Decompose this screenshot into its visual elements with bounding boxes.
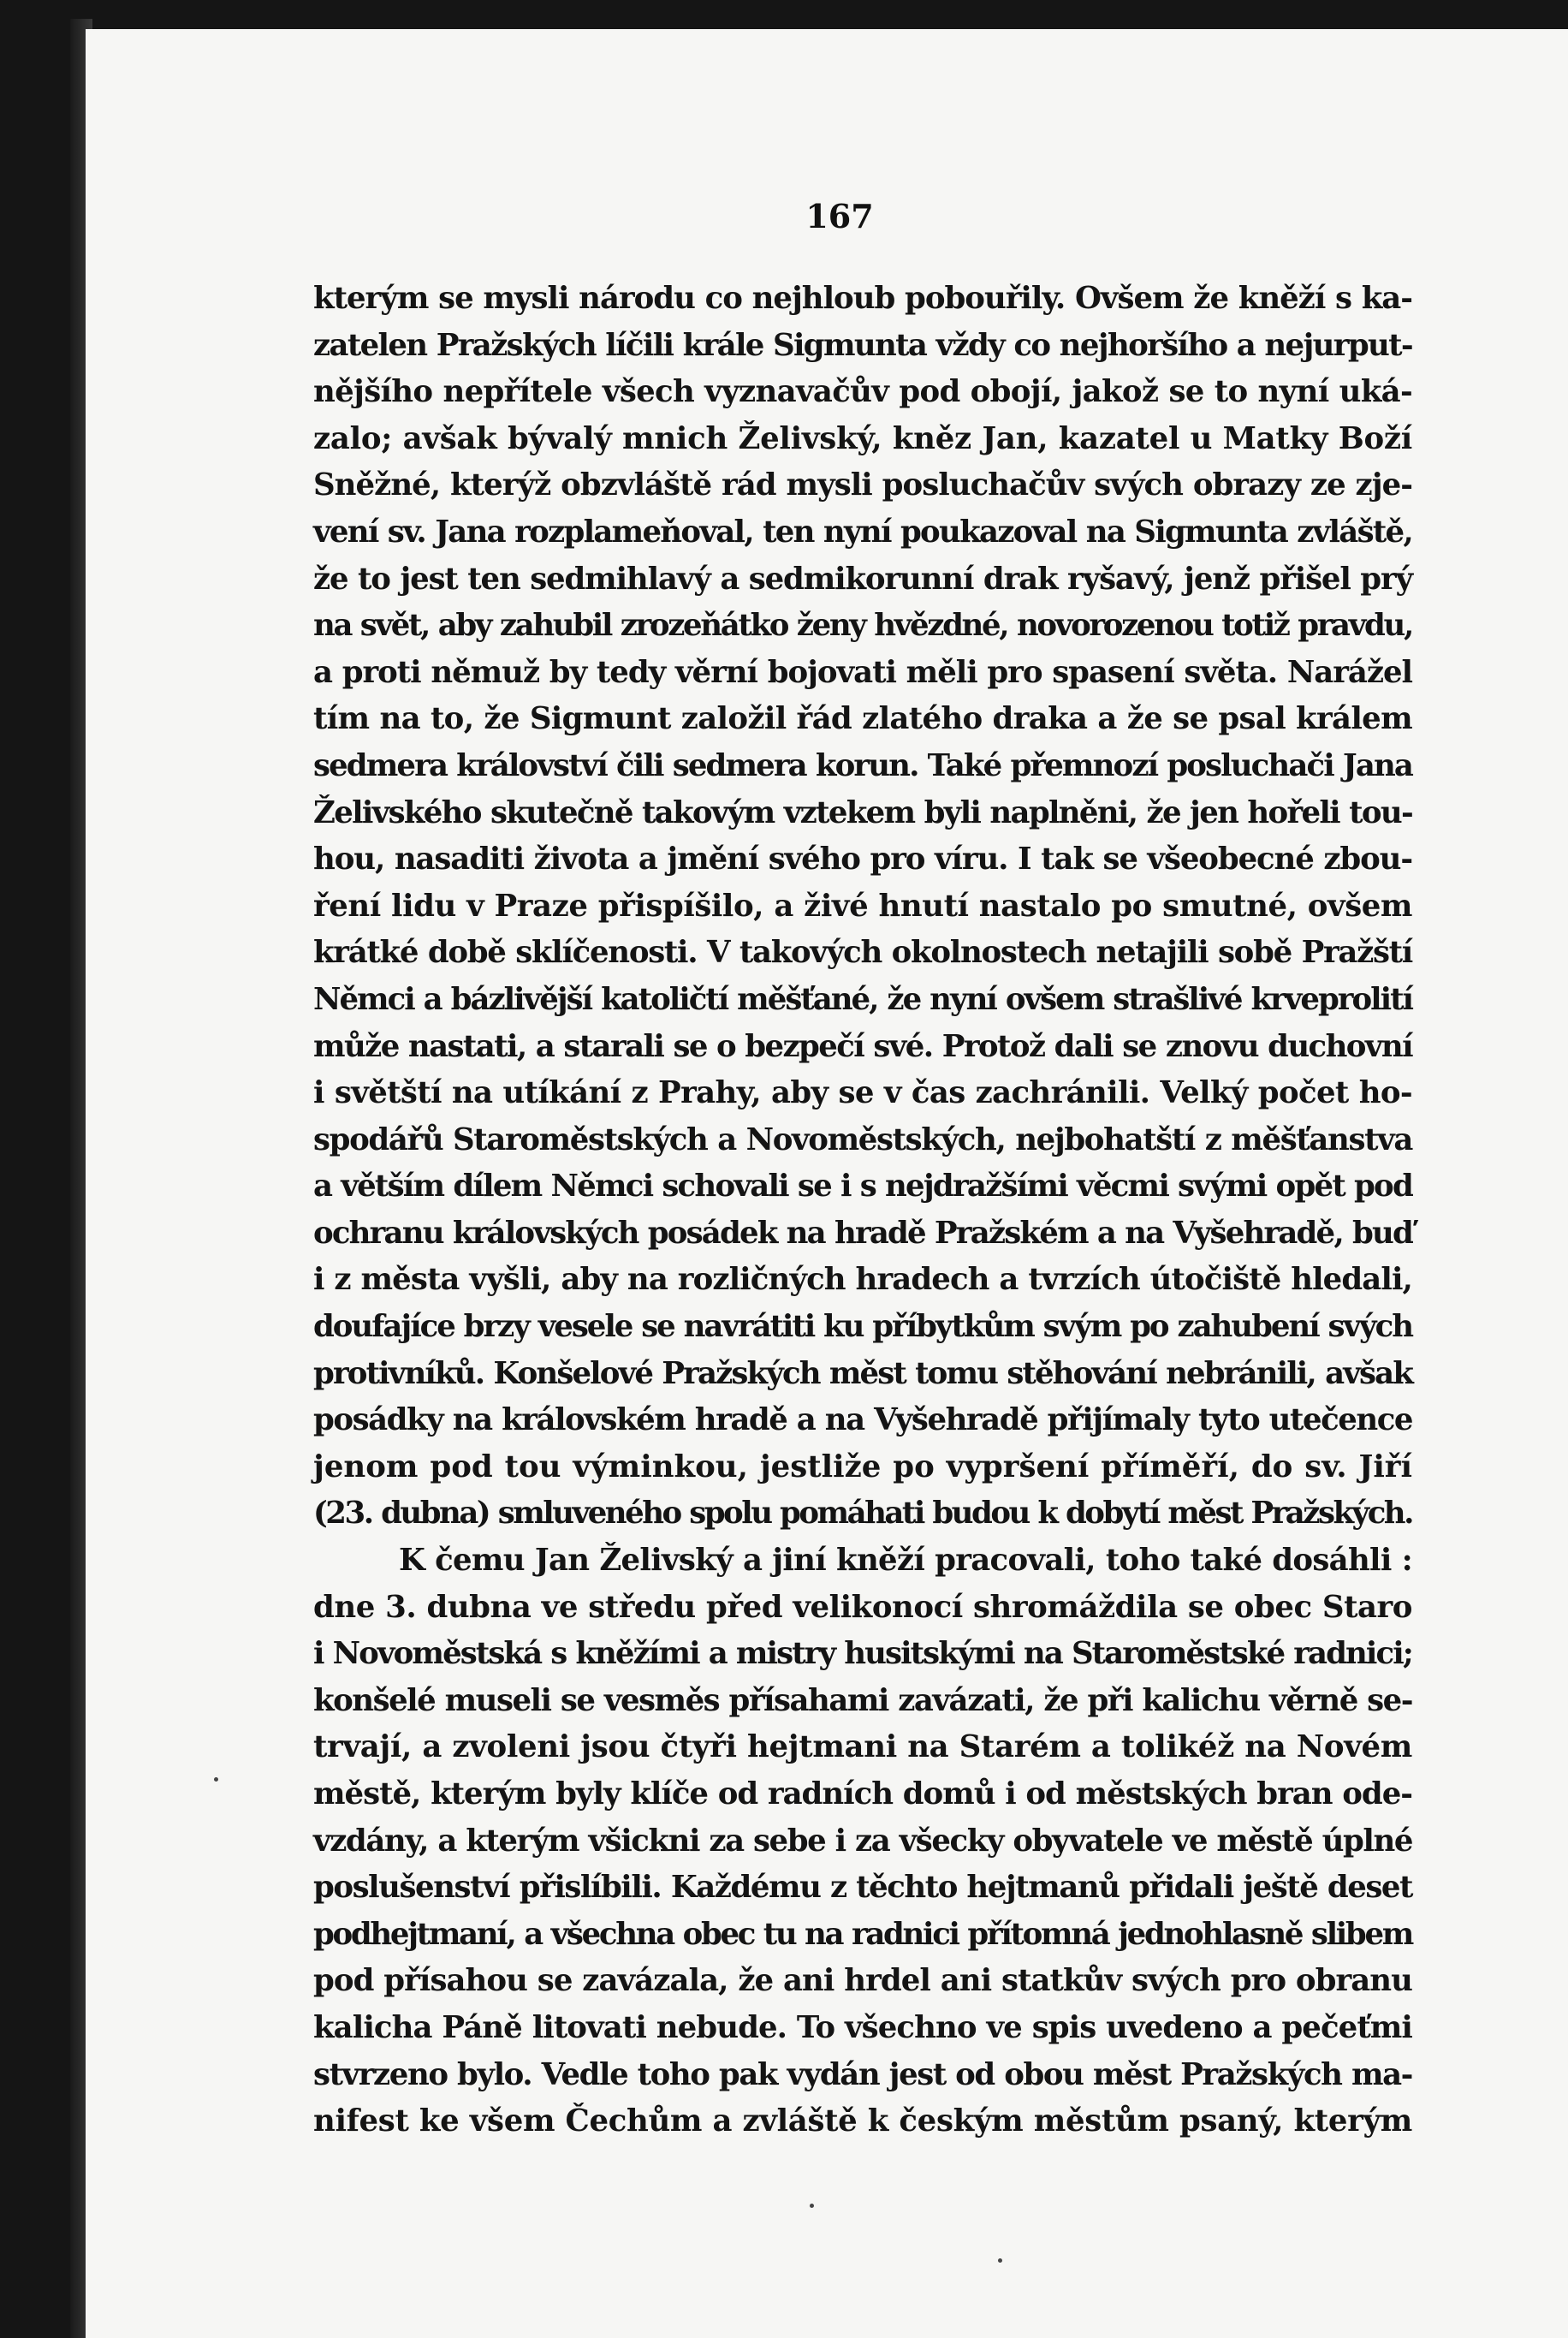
text-line: sedmera království čili sedmera korun. Také přemnozí posluchači Jana [313,747,1412,783]
text-line: může nastati, a starali se o bezpečí své. Protož dali se znovu duchovní [313,1028,1412,1064]
text-line: doufajíce brzy vesele se navrátiti ku příbytkům svým po zahubení svých [313,1309,1412,1345]
text-line: a proti němuž by tedy věrní bojovati měli pro spasení světa. Narážel [313,654,1412,690]
text-line: kalicha Páně litovati nebude. To všechno ve spis uvedeno a pečeťmi [313,2009,1412,2045]
body-text [313,276,1412,2145]
text-line: posádky na královském hradě a na Vyšehradě přijímaly tyto utečence [313,1402,1412,1438]
text-line: protivníků. Konšelové Pražských měst tomu stěhování nebránili, avšak [313,1355,1412,1391]
paragraph-first-line: K čemu Jan Želivský a jiní kněží pracovali, toho také dosáhli : [399,1543,1412,1579]
text-line: nějšího nepřítele všech vyznavačův pod obojí, jakož se to nyní uká- [313,374,1412,410]
text-line: i Novoměstská s kněžími a mistry husitskými na Staroměstské radnici; [313,1636,1412,1672]
text-line: vení sv. Jana rozplameňoval, ten nyní poukazoval na Sigmunta zvláště, [313,514,1412,550]
text-line: kterým se mysli národu co nejhloub pobouřily. Ovšem že kněží s ka- [313,281,1412,316]
text-line: vzdány, a kterým všickni za sebe i za všecky obyvatele ve městě úplné [313,1823,1412,1859]
text-line: ření lidu v Praze přispíšilo, a živé hnutí nastalo po smutné, ovšem [313,888,1412,924]
page-number: 167 [805,197,874,235]
text-line: konšelé museli se vesměs přísahami zavázati, že při kalichu věrně se- [313,1682,1412,1718]
text-line: a větším dílem Němci schovali se i s nejdražšími věcmi svými opět pod [313,1169,1412,1205]
text-line: pod přísahou se zavázala, že ani hrdel ani statkův svých pro obranu [313,1963,1412,1999]
text-line: spodářů Staroměstských a Novoměstských, nejbohatští z měšťanstva [313,1121,1412,1157]
text-line: i světští na utíkání z Prahy, aby se v čas zachránili. Velký počet ho- [313,1075,1412,1111]
text-line: (23. dubna) smluveného spolu pomáhati budou k dobytí měst Pražských. [313,1496,1412,1532]
scan-speck [998,2258,1002,2263]
scan-speck [810,2204,814,2208]
text-line: zalo; avšak bývalý mnich Želivský, kněz Jan, kazatel u Matky Boží [313,420,1412,456]
text-line: poslušenství přislíbili. Každému z těchto hejtmanů přidali ještě deset [313,1870,1412,1906]
text-line: i z města vyšli, aby na rozličných hradech a tvrzích útočiště hledali, [313,1262,1412,1298]
text-line: Sněžné, kterýž obzvláště rád mysli posluchačův svých obrazy ze zje- [313,467,1412,503]
text-line: zatelen Pražských líčili krále Sigmunta vždy co nejhoršího a nejurput- [313,327,1412,363]
text-line: krátké době sklíčenosti. V takových okolnostech netajili sobě Pražští [313,935,1412,971]
text-line: Němci a bázlivější katoličtí měšťané, že nyní ovšem strašlivé krveprolití [313,981,1412,1017]
text-line: podhejtmaní, a všechna obec tu na radnici přítomná jednohlasně slibem [313,1916,1412,1952]
text-line: městě, kterým byly klíče od radních domů i od městských bran ode- [313,1776,1412,1812]
scan-speck [214,1777,218,1782]
text-line: že to jest ten sedmihlavý a sedmikorunní drak ryšavý, jenž přišel prý [313,561,1412,597]
text-line: jenom pod tou výminkou, jestliže po vypršení příměří, do sv. Jiří [313,1449,1412,1484]
text-line: ochranu královských posádek na hradě Pražském a na Vyšehradě, buď [313,1215,1412,1251]
text-line: nifest ke všem Čechům a zvláště k českým městům psaný, kterým [313,2103,1412,2139]
text-line: Želivského skutečně takovým vztekem byli naplněni, že jen hořeli tou- [313,794,1412,830]
book-page [86,29,1568,2338]
text-line: na svět, aby zahubil zrozeňátko ženy hvězdné, novorozenou totiž pravdu, [313,608,1412,644]
text-line: tím na to, že Sigmunt založil řád zlatého draka a že se psal králem [313,701,1412,737]
text-line: hou, nasaditi života a jmění svého pro víru. I tak se všeobecné zbou- [313,842,1412,877]
text-line: trvají, a zvoleni jsou čtyři hejtmani na Starém a tolikéž na Novém [313,1729,1412,1765]
text-line: dne 3. dubna ve středu před velikonocí shromáždila se obec Staro [313,1589,1412,1625]
text-line: stvrzeno bylo. Vedle toho pak vydán jest od obou měst Pražských ma- [313,2056,1412,2092]
